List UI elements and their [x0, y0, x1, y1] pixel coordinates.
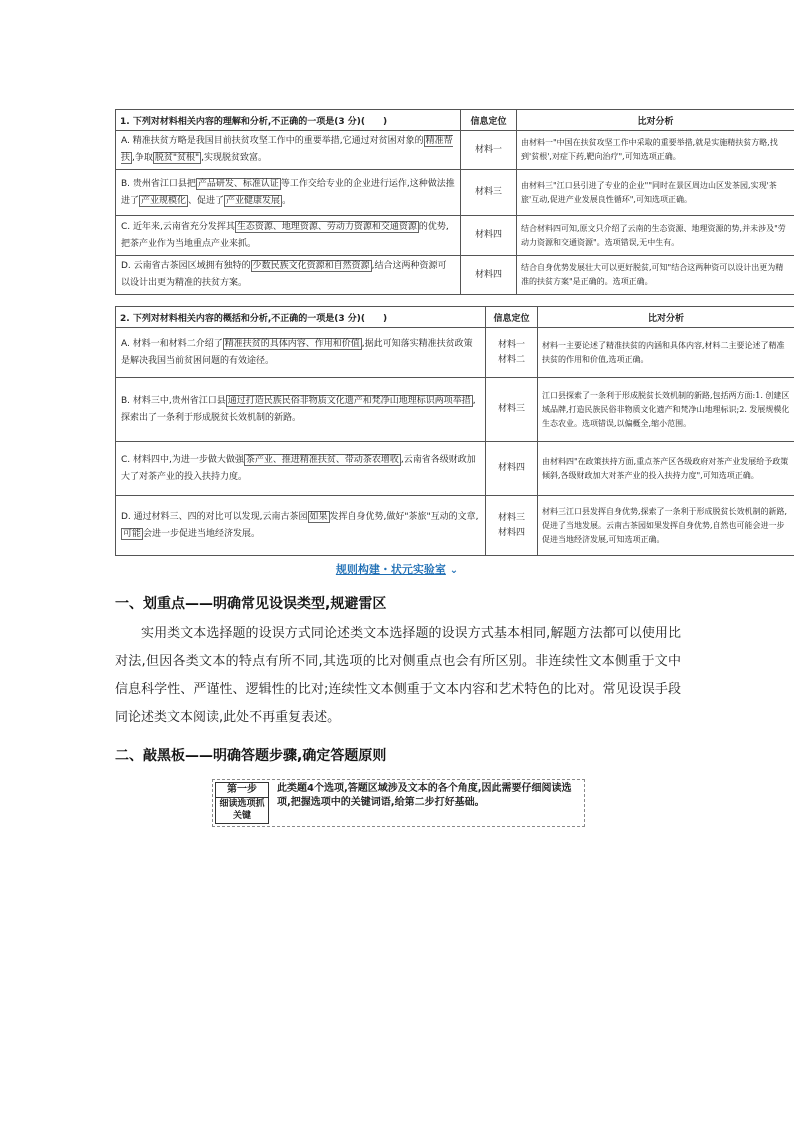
question-1-table: [115, 109, 794, 295]
location-cell: 材料四: [486, 442, 538, 496]
location-cell: 材料三 材料四: [486, 496, 538, 556]
step-1-text: 此类题4个选项,答题区域涉及文本的各个角度,因此需要仔细阅读选项,把握选项中的关键词语,给第二步打好基础。: [277, 783, 572, 808]
question-2-table: [115, 306, 794, 556]
analysis-cell: 由材料一"中国在扶贫攻坚工作中采取的重要举措,就是实施精扶贫方略,找到'贫根',对症下药,靶向治疗",可知选项正确。: [517, 131, 794, 170]
analysis-cell: 材料三江口县发挥自身优势,探索了一条利于形成脱贫长效机制的新路,促进了当地发展。云南古茶园如果发挥自身优势,自然也可能会进一步促进当地经济发展,可知选项正确。: [538, 496, 794, 556]
col-analysis-header: 比对分析: [538, 307, 794, 328]
question-1-title: 1. 下列对材料相关内容的理解和分析,不正确的一项是(3 分)( ): [116, 110, 461, 131]
location-cell: 材料四: [461, 216, 517, 256]
location-cell: 材料三: [486, 378, 538, 442]
option-a: A. 材料一和材料二介绍了 精准扶贫的具体内容、作用和价值 ,据此可知落实精准扶贫政策是解决我国当前贫困问题的有效途径。: [116, 328, 486, 378]
analysis-cell: 由材料四"在政策扶持方面,重点茶产区各级政府对茶产业发展给予政策倾斜,各级财政加大对茶产业的投入扶持力度",可知选项正确。: [538, 442, 794, 496]
location-cell: 材料一 材料二: [486, 328, 538, 378]
option-a: A. 精准扶贫方略是我国目前扶贫攻坚工作中的重要举措,它通过对贫困对象的 精准帮扶 ,争取 脱贫"贫根" ,实现脱贫致富。: [116, 131, 461, 170]
option-b: B. 贵州省江口县把 产品研发、标准认证 等工作交给专业的企业进行运作,这种做法推进了 产业规模化 、促进了 产业健康发展 。: [116, 170, 461, 216]
step-1-subtitle: 细读选项抓关键: [219, 799, 265, 821]
chevron-down-icon: ⌄: [449, 565, 459, 576]
option-d: D. 通过材料三、四的对比可以发现,云南古茶园 如果 发挥自身优势,做好"茶旅"互动的文章,可能 会进一步促进当地经济发展。: [116, 496, 486, 556]
step-1-title: 第一步: [216, 783, 268, 798]
option-d: D. 云南省古茶园区域拥有独特的 少数民族文化资源和自然资源 ,结合这两种资源可以设计出更为精准的扶贫方案。: [116, 256, 461, 295]
section-1-heading: 一、划重点——明确常见设误类型,规避雷区: [115, 596, 387, 612]
col-location-header: 信息定位: [486, 307, 538, 328]
location-cell: 材料一: [461, 131, 517, 170]
analysis-cell: 结合自身优势发展壮大可以更好脱贫,可知"结合这两种资可以设计出更为精准的扶贫方案"是正确的。选项正确。: [517, 256, 794, 295]
section-2-heading: 二、敲黑板——明确答题步骤,确定答题原则: [115, 748, 387, 764]
banner-title: 规则构建・状元实验室: [335, 563, 446, 576]
location-cell: 材料三: [461, 170, 517, 216]
section-1-paragraph: 实用类文本选择题的设误方式同论述类文本选择题的设误方式基本相同,解题方法都可以使用比对法,但因各类文本的特点有所不同,其选项的比对侧重点也会有所区别。非连续性文本侧重于文中信息科学性、严谨性、逻辑性的比对;连续性文本侧重于文本内容和艺术特色的比对。常见设误手段同论述类文本阅读,此处不再重复表述。: [115, 626, 681, 725]
option-c: C. 近年来,云南省充分发挥其 生态资源、地理资源、劳动力资源和交通资源 的优势,把茶产业作为当地重点产业来抓。: [116, 216, 461, 256]
section-banner: [0, 561, 794, 577]
option-b: B. 材料三中,贵州省江口县 通过打造民族民俗非物质文化遗产和梵净山地理标识两项举措 ,探索出了一条利于形成脱贫长效机制的新路。: [116, 378, 486, 442]
analysis-cell: 材料一主要论述了精准扶贫的内涵和具体内容,材料二主要论述了精准扶贫的作用和价值,选项正确。: [538, 328, 794, 378]
option-c: C. 材料四中,为进一步做大做强 茶产业、推进精准扶贫、带动茶农增收 ,云南省各级财政加大了对茶产业的投入扶持力度。: [116, 442, 486, 496]
location-cell: 材料四: [461, 256, 517, 295]
analysis-cell: 结合材料四可知,原文只介绍了云南的生态资源、地理资源的势,并未涉及"劳动力资源和交通资源"。选项错误,无中生有。: [517, 216, 794, 256]
step-1-box: [212, 779, 585, 827]
analysis-cell: 江口县探索了一条利于形成脱贫长效机制的新路,包括两方面:1. 创建区域品牌,打造民族民俗非物质文化遗产和梵净山地理标识;2. 发展规模化生态农业。选项错误,以偏概全,缩小范围。: [538, 378, 794, 442]
question-2-title: 2. 下列对材料相关内容的概括和分析,不正确的一项是(3 分)( ): [116, 307, 486, 328]
step-1-label: [215, 782, 269, 824]
analysis-cell: 由材料三"江口县引进了专业的企业""同时在景区周边山区发茶园,实现'茶旅'互动,促进产业发展良性循环",可知选项正确。: [517, 170, 794, 216]
col-location-header: 信息定位: [461, 110, 517, 131]
col-analysis-header: 比对分析: [517, 110, 794, 131]
